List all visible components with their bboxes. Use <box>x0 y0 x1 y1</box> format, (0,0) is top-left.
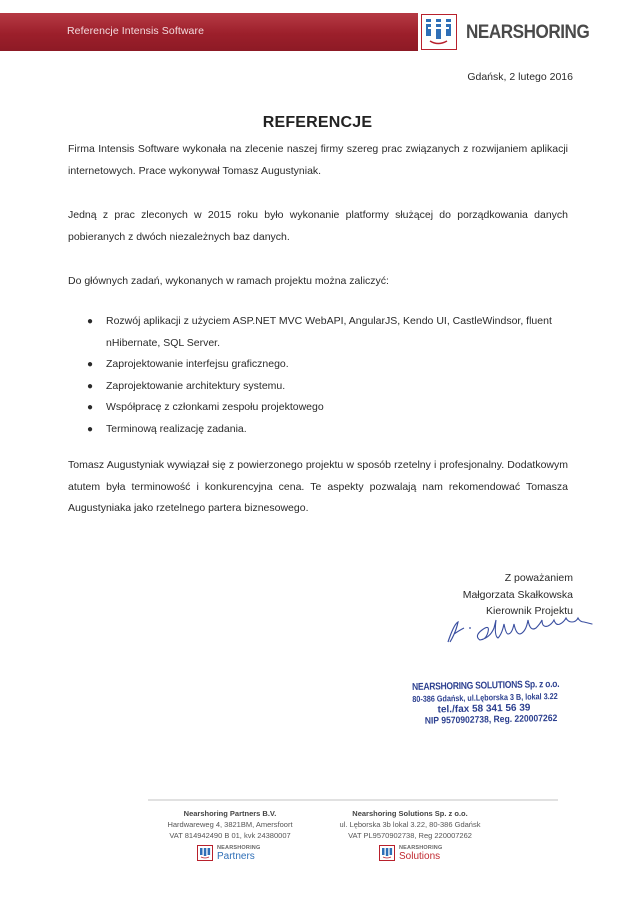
handwritten-signature <box>440 612 600 652</box>
partners-logo <box>197 845 277 865</box>
footer-solutions <box>310 808 510 841</box>
footer-partners-ids: VAT 814942490 B 01, kvk 24380007 <box>169 831 291 840</box>
list-item <box>68 311 568 354</box>
task-list <box>68 311 568 440</box>
stamp-phone: tel./fax 58 341 56 39 <box>437 702 531 716</box>
header-band <box>0 13 418 51</box>
tasks-intro-paragraph: Do głównych zadań, wykonanych w ramach projektu można zaliczyć: <box>68 275 389 287</box>
bullet-icon: ● <box>87 316 94 327</box>
letter-date: Gdańsk, 2 lutego 2016 <box>467 71 573 83</box>
nearshoring-logo-text: NEARSHORING <box>466 22 590 43</box>
stamp-address: 80-386 Gdańsk, ul.Lęborska 3 B, lokal 3.22 <box>412 690 558 704</box>
list-item <box>68 376 568 398</box>
solutions-logo-top: NEARSHORING <box>399 845 443 851</box>
stamp-registration: NIP 9570902738, Reg. 220007262 <box>424 712 558 727</box>
list-item <box>68 419 568 441</box>
signatory-role: Kierownik Projektu <box>486 605 573 617</box>
solutions-logo-brand: Solutions <box>399 851 441 862</box>
bullet-icon: ● <box>87 423 94 435</box>
list-item-text: Zaprojektowanie architektury systemu. <box>106 379 286 392</box>
list-item-text: Terminową realizację zadania. <box>106 422 247 435</box>
project-paragraph: Jedną z prac zleconych w 2015 roku było wykonanie platformy służącej do porządkowania danych pobieranych z dwóch niezależnych baz danych. <box>68 209 568 243</box>
stamp-company-name: NEARSHORING SOLUTIONS Sp. z o.o. <box>412 678 560 693</box>
list-item <box>68 397 568 419</box>
footer-partners-name: Nearshoring Partners B.V. <box>183 809 277 818</box>
list-item-text: Zaprojektowanie interfejsu graficznego. <box>106 358 289 370</box>
partners-logo-brand: Partners <box>217 851 255 862</box>
company-stamp <box>412 678 613 727</box>
partners-logo-top: NEARSHORING <box>217 845 261 851</box>
footer-solutions-ids: VAT PL9570902738, Reg 220007262 <box>348 831 472 840</box>
solutions-logo <box>379 845 459 865</box>
bullet-icon: ● <box>87 380 94 392</box>
signatory-name: Małgorzata Skałkowska <box>462 588 573 601</box>
letter-title: REFERENCJE <box>262 114 373 131</box>
conclusion-paragraph: Tomasz Augustyniak wywiązał się z powierzonego projektu w sposób rzetelny i profesjonalny. Dodatkowym atutem była terminowość i konkurencyjna cena. Te aspekty pozwalają nam rekomendować Tomasza Augustyniaka jako rzetelnego partera biznesowego. <box>68 459 568 514</box>
list-item-text: Współpracę z członkami zespołu projektowego <box>106 401 324 413</box>
header-bar <box>0 13 635 51</box>
solutions-logo-icon <box>379 845 395 861</box>
partners-logo-icon <box>197 845 213 861</box>
list-item-text: Rozwój aplikacji z użyciem ASP.NET MVC WebAPI, AngularJS, Kendo UI, CastleWindsor, fluent nHibernate, SQL Server. <box>106 315 552 349</box>
closing-greeting: Z poważaniem <box>504 572 573 584</box>
intro-paragraph: Firma Intensis Software wykonała na zlecenie naszej firmy szereg prac związanych z rozwijaniem aplikacji internetowych. Prace wykonywał Tomasz Augustyniak. <box>68 143 568 177</box>
footer-divider <box>148 799 558 801</box>
footer-partners-address: Hardwareweg 4, 3821BM, Amersfoort <box>167 820 293 829</box>
footer-solutions-address: ul. Lęborska 3b lokal 3.22, 80-386 Gdańsk <box>339 820 481 829</box>
footer-solutions-name: Nearshoring Solutions Sp. z o.o. <box>352 809 468 818</box>
list-item <box>68 354 568 376</box>
header-title: Referencje Intensis Software <box>67 25 205 37</box>
bullet-icon: ● <box>87 359 94 370</box>
bullet-icon: ● <box>87 402 94 413</box>
footer-partners <box>130 808 330 841</box>
nearshoring-logo-icon <box>421 14 457 50</box>
